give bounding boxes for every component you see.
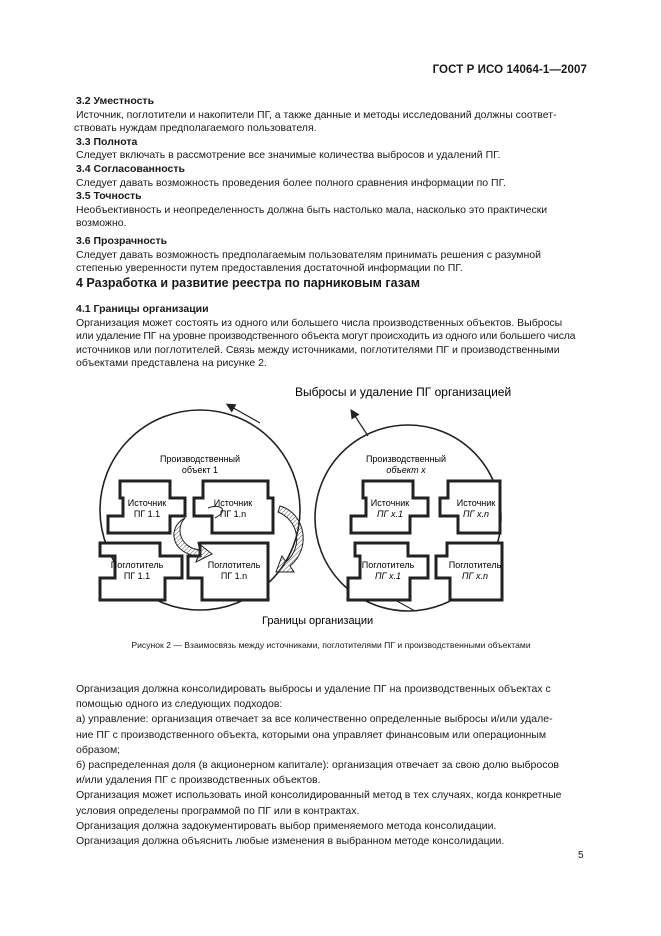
boundary-pointer-line	[395, 600, 415, 611]
heading-3-5: 3.5 Точность	[76, 190, 142, 203]
section-3-block	[76, 95, 586, 276]
source-1-n-label-line2: ПГ 1.n	[219, 509, 247, 519]
source-1-n-label-line1: Источник	[213, 498, 253, 508]
para-3-5-line1: Необъективность и неопределенность должна быть настолько мала, насколько это практически	[76, 203, 548, 216]
source-x-1-label-line2: ПГ x.1	[377, 509, 403, 519]
para-4-1-line3: источников или поглотителей. Связь между источниками, поглотителями ПГ и производственными	[76, 343, 560, 356]
source-x-n-label-line1: Источник	[456, 498, 496, 508]
page-number: 5	[578, 850, 584, 861]
para-4-1-line4: объектами представлена на рисунке 2.	[76, 357, 267, 370]
heading-3-2: 3.2 Уместность	[76, 95, 155, 107]
section-4-1-block	[76, 303, 586, 371]
source-x-1-label-line1: Источник	[370, 498, 410, 508]
sink-x-1-label-line1: Поглотитель	[361, 560, 415, 570]
para-3-2-line1: Источник, поглотители и накопители ПГ, а также данные и методы исследований должны соответ-	[76, 108, 557, 121]
para-consolidation-line1: Организация должна консолидировать выбросы и удаление ПГ на производственных объектах с	[76, 683, 551, 695]
sink-x-n-label-line1: Поглотитель	[448, 560, 502, 570]
item-a-line2: ние ПГ с производственного объекта, которыми она управляет финансовым или операционным	[76, 728, 547, 741]
para-3-6-line1: Следует давать возможность предполагаемым пользователям принимать решения с разумной	[76, 248, 541, 261]
document-header: ГОСТ Р ИСО 14064-1—2007	[432, 64, 587, 76]
para-explain-changes: Организация должна объяснить любые изменения в выбранном методе консолидации.	[76, 835, 505, 848]
para-document-choice: Организация должна задокументировать выбор применяемого метода консолидации.	[76, 819, 497, 832]
figure-caption: Рисунок 2 — Взаимосвязь между источниками, поглотителями ПГ и производственными объектами	[131, 640, 531, 650]
arrow-objx-to-label	[353, 413, 368, 436]
source-x-n-label-line2: ПГ x.n	[463, 509, 489, 519]
sink-x-n-label-line2: ПГ x.n	[462, 571, 488, 581]
figure-top-label: Выбросы и удаление ПГ организацией	[295, 385, 512, 399]
facility-1-label-line2: объект 1	[181, 465, 219, 475]
sink-1-n-label-line2: ПГ 1.n	[220, 571, 248, 581]
facility-x-label-line1: Производственный	[365, 454, 447, 464]
para-3-2-line2: ствовать нуждам предполагаемого пользователя.	[74, 122, 317, 135]
source-1-1-label-line2: ПГ 1.1	[133, 509, 161, 519]
figure-2-diagram	[90, 378, 570, 633]
sink-1-1-label-line2: ПГ 1.1	[123, 571, 151, 581]
para-4-1-line2: или удаление ПГ на уровне производственного объекта могут происходить из одного или большего числа	[76, 330, 576, 343]
source-1-1-label-line1: Источник	[127, 498, 167, 508]
para-3-3-line1: Следует включать в рассмотрение все значимые количества выбросов и удалений ПГ.	[76, 149, 501, 162]
item-a-line3: образом;	[76, 743, 121, 756]
para-4-1-line1: Организация может состоять из одного или большего числа производственных объектов. Выбросы	[76, 316, 563, 329]
item-b-line1: б) распределенная доля (в акционерном капитале): организация отвечает за свою долю выбросов	[76, 759, 560, 772]
item-b-line2: и/или удаления ПГ с производственных объектов.	[76, 774, 321, 787]
item-a-line1: а) управление: организация отвечает за все количественно определенные выбросы и/или удале-	[76, 713, 553, 726]
consolidation-block	[76, 682, 586, 849]
para-3-6-line2: степенью уверенности путем предоставления достаточной информации по ПГ.	[76, 262, 463, 275]
sink-1-1-label-line1: Поглотитель	[110, 560, 164, 570]
sink-1-n-label-line1: Поглотитель	[207, 560, 261, 570]
heading-4-1: 4.1 Границы организации	[76, 303, 209, 315]
heading-3-4: 3.4 Согласованность	[76, 162, 185, 175]
facility-1-label-line1: Производственный	[159, 454, 241, 464]
para-3-5-line2: возможно.	[76, 217, 127, 230]
para-other-method-line2: условия определены программой по ПГ или в контрактах.	[76, 804, 360, 817]
para-other-method-line1: Организация может использовать иной консолидированный метод в тех случаях, когда конкретные	[76, 789, 562, 802]
heading-3-3: 3.3 Полнота	[76, 135, 138, 148]
para-3-4-line1: Следует давать возможность проведения более полного сравнения информации по ПГ.	[76, 176, 506, 189]
facility-x-label-line2: объект x	[386, 465, 426, 475]
section-4-title: 4 Разработка и развитие реестра по парниковым газам	[76, 276, 420, 290]
sink-x-1-label-line2: ПГ x.1	[375, 571, 401, 581]
para-consolidation-line2: помощью одного из следующих подходов:	[76, 698, 283, 711]
heading-3-6: 3.6 Прозрачность	[76, 234, 168, 247]
figure-bottom-label: Границы организации	[262, 615, 374, 627]
